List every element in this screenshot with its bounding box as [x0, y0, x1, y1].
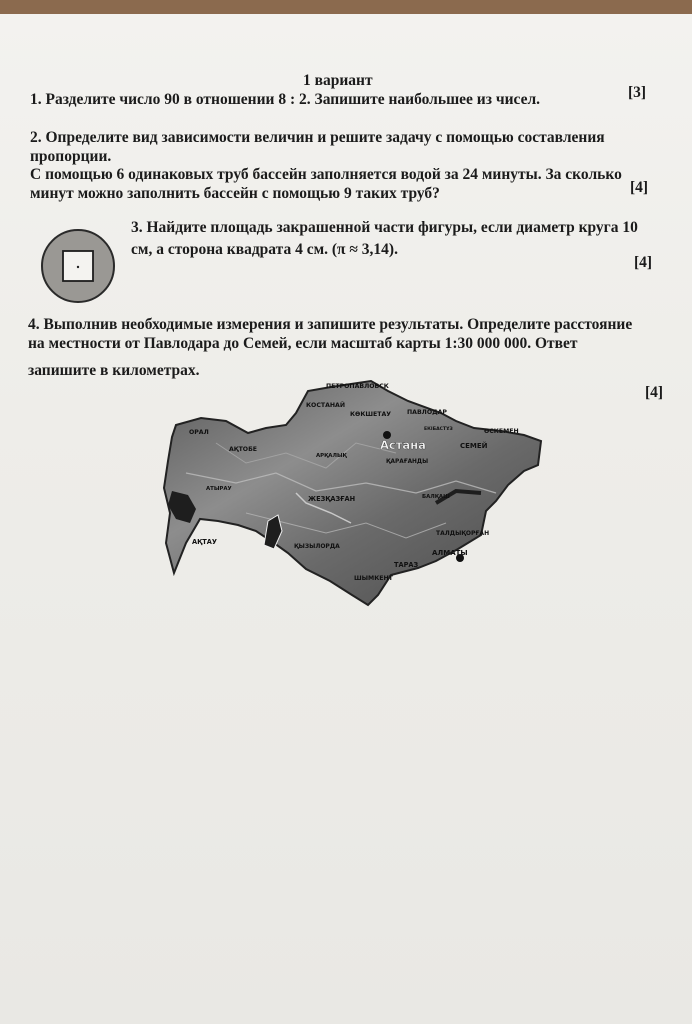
label-aktobe: АҚТОБЕ — [229, 446, 258, 453]
question-2-line-1: 2. Определите вид зависимости величин и решите задачу с помощью составления — [30, 129, 605, 146]
question-2-score: [4] — [630, 179, 649, 196]
label-taldykorgan: ТАЛДЫҚОРҒАН — [436, 530, 490, 537]
variant-title: 1 вариант — [303, 72, 373, 89]
question-1-score: [3] — [628, 84, 647, 101]
label-zhezkazgan: ЖЕЗҚАЗҒАН — [308, 495, 356, 503]
label-karagandy: ҚАРАҒАНДЫ — [386, 459, 429, 465]
question-4-line-1: 4. Выполнив необходимые измерения и запишите результаты. Определите расстояние — [28, 316, 633, 333]
kazakhstan-map — [156, 373, 546, 613]
label-balkash: БАЛҚАШ — [422, 494, 450, 500]
question-3-score: [4] — [634, 254, 653, 271]
label-oskemen: ӨСКЕМЕН — [484, 428, 519, 435]
label-arkalyk: АРҚАЛЫҚ — [316, 453, 347, 459]
question-2-line-3: С помощью 6 одинаковых труб бассейн заполняется водой за 24 минуты. За сколько — [30, 166, 622, 183]
circle-square-figure — [40, 228, 116, 304]
label-kostanai: КОСТАНАЙ — [306, 402, 346, 409]
question-4-line-2: на местности от Павлодара до Семей, если масштаб карты 1:30 000 000. Ответ — [28, 335, 578, 352]
question-4-score: [4] — [645, 384, 664, 401]
question-2-line-4: минут можно заполнить бассейн с помощью 9 таких труб? — [30, 185, 440, 202]
label-almaty: АЛМАТЫ — [432, 549, 468, 557]
center-dot — [77, 266, 79, 268]
label-atyrau: АТЫРАУ — [206, 486, 232, 492]
question-3-line-1: 3. Найдите площадь закрашенной части фигуры, если диаметр круга 10 — [131, 219, 638, 236]
question-1-text: 1. Разделите число 90 в отношении 8 : 2. Запишите наибольшее из чисел. — [30, 91, 541, 108]
label-taraz: ТАРАЗ — [394, 561, 419, 569]
label-semei: СЕМЕЙ — [460, 442, 488, 450]
label-shymkent: ШЫМКЕНТ — [354, 575, 393, 582]
question-4-line-3: запишите в километрах. — [28, 362, 200, 379]
label-ekibastuz: ЕКІБАСТҰЗ — [424, 427, 453, 432]
desk-edge — [0, 0, 692, 14]
label-kokshetau: КӨКШЕТАУ — [350, 411, 392, 418]
question-3-line-2: см, а сторона квадрата 4 см. (π ≈ 3,14). — [131, 241, 398, 258]
label-aktau: АҚТАУ — [192, 538, 217, 546]
label-petropavlovsk: ПЕТРОПАВЛОВСК — [326, 383, 389, 390]
label-pavlodar: ПАВЛОДАР — [407, 409, 447, 416]
question-2-line-2: пропорции. — [30, 148, 112, 165]
label-astana: Астана — [380, 438, 426, 452]
label-oral: ОРАЛ — [189, 429, 209, 436]
label-kyzylorda: ҚЫЗЫЛОРДА — [294, 543, 340, 550]
